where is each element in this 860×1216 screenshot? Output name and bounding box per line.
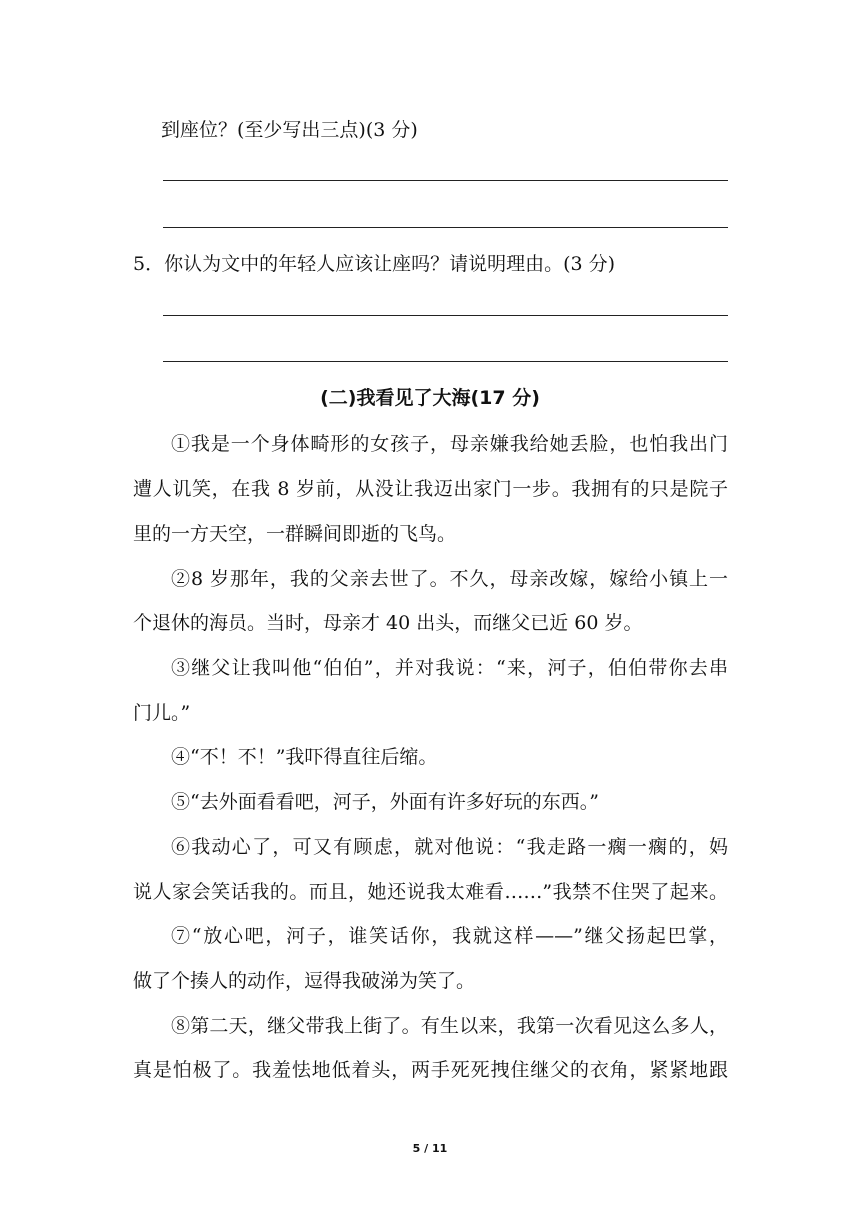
- passage-line: ⑧第二天，继父带我上街了。有生以来，我第一次看见这么多人，: [171, 1015, 728, 1037]
- page-number: 5 / 11: [412, 1142, 448, 1155]
- section-title: (二)我看见了大海(17 分): [320, 387, 540, 409]
- answer-line-q4-1: [163, 180, 728, 181]
- passage-line: ⑥我动心了，可又有顾虑，就对他说：“我走路一瘸一瘸的，妈: [171, 836, 728, 858]
- passage-line: 门儿。”: [133, 702, 191, 724]
- passage-line: 真是怕极了。我羞怯地低着头，两手死死拽住继父的衣角，紧紧地跟: [133, 1059, 728, 1081]
- passage-line: 做了个揍人的动作，逗得我破涕为笑了。: [133, 970, 476, 992]
- passage-line: 说人家会笑话我的。而且，她还说我太难看……”我禁不住哭了起来。: [133, 881, 728, 903]
- passage-line: 里的一方天空，一群瞬间即逝的飞鸟。: [133, 523, 457, 545]
- question-4-continuation: 到座位？(至少写出三点)(3 分): [161, 119, 418, 141]
- passage-line: ②8 岁那年，我的父亲去世了。不久，母亲改嫁，嫁给小镇上一: [171, 568, 728, 590]
- answer-line-q5-1: [163, 315, 728, 316]
- passage-line: 遭人讥笑，在我 8 岁前，从没让我迈出家门一步。我拥有的只是院子: [133, 478, 728, 500]
- passage-line: ⑤“去外面看看吧，河子，外面有许多好玩的东西。”: [171, 791, 599, 813]
- passage-line: ⑦“放心吧，河子，谁笑话你，我就这样——”继父扬起巴掌，: [171, 925, 728, 947]
- answer-line-q5-2: [163, 361, 728, 362]
- passage-line: 个退休的海员。当时，母亲才 40 出头，而继父已近 60 岁。: [133, 612, 643, 634]
- passage-line: ④“不！不！”我吓得直往后缩。: [171, 746, 438, 768]
- question-5: 5．你认为文中的年轻人应该让座吗？请说明理由。(3 分): [133, 253, 616, 275]
- answer-line-q4-2: [163, 227, 728, 228]
- passage-line: ③继父让我叫他“伯伯”，并对我说：“来，河子，伯伯带你去串: [171, 657, 728, 679]
- passage-line: ①我是一个身体畸形的女孩子，母亲嫌我给她丢脸，也怕我出门: [171, 433, 728, 455]
